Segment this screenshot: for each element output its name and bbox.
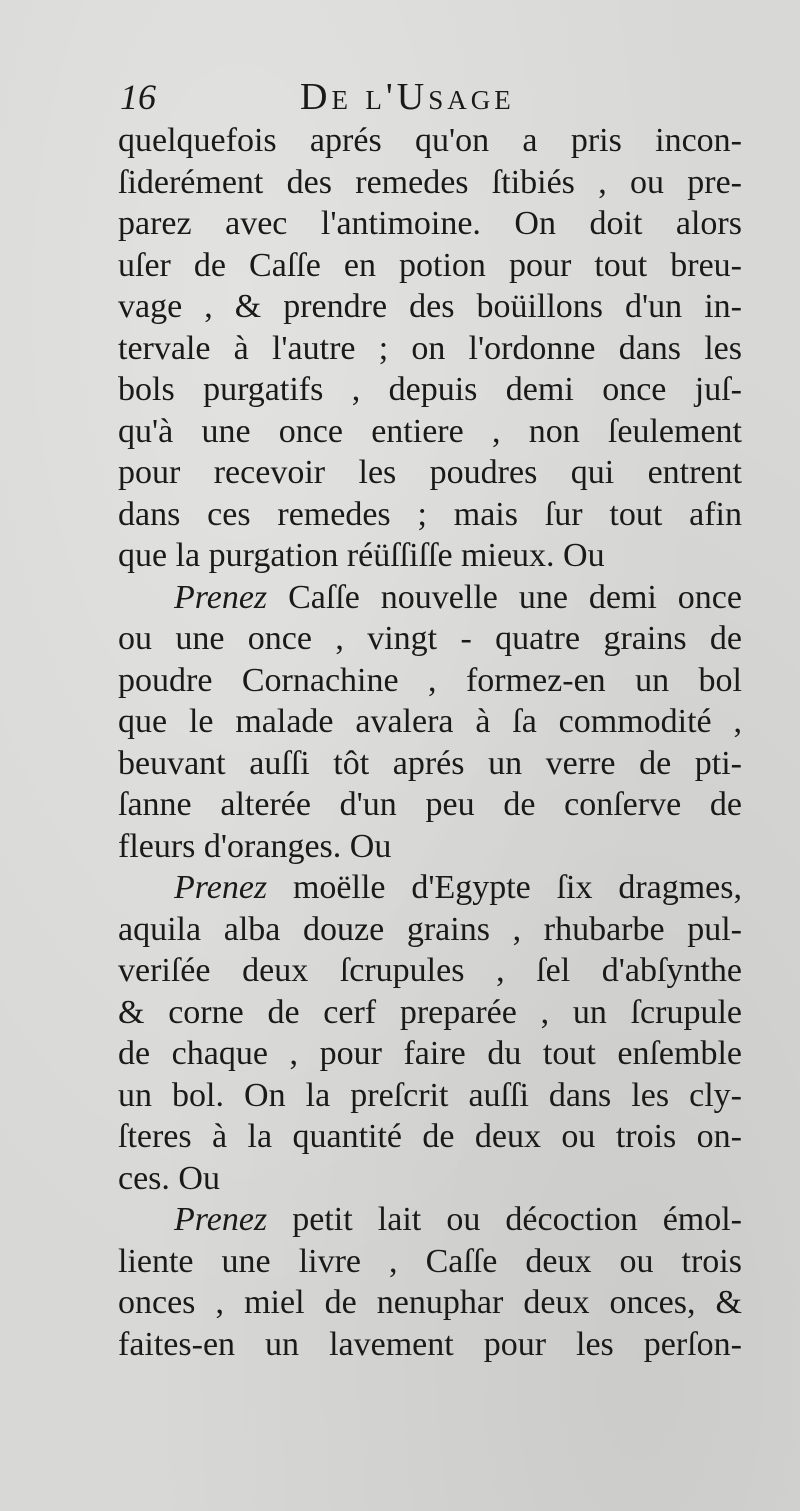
text-line: ſiderément des remedes ſtibiés , ou pre- [118, 163, 742, 201]
text-line: vage , & prendre des boüillons d'un in- [118, 288, 742, 325]
text-line: bols purgatifs , depuis demi once juſ- [118, 371, 742, 408]
text-line: poudre Cornachine , formez-en un bol [118, 661, 742, 699]
text-line: onces , miel de nenuphar deux onces, & [118, 1284, 742, 1321]
text-line: aquila alba douze grains , rhubarbe pul- [118, 910, 742, 948]
text-line: de chaque , pour faire du tout enſemble [118, 1035, 742, 1072]
text-line: ou une once , vingt - quatre grains de [118, 620, 742, 657]
text-line: que le malade avalera à ſa commodité , [118, 703, 742, 740]
text-line: pour recevoir les poudres qui entrent [118, 454, 742, 491]
text-line: ſanne alterée d'un peu de conſerve de [118, 786, 742, 823]
text-line: ſteres à la quantité de deux ou trois on- [118, 1118, 742, 1155]
page-number: 16 [120, 77, 156, 117]
text-line: ces. Ou [118, 1159, 220, 1197]
recipe-2-first-text: moëlle d'Egypte ſix dragmes, [292, 869, 742, 906]
text-line: quelquefois aprés qu'on a pris incon- [118, 122, 742, 159]
text-line: liente une livre , Caſſe deux ou trois [118, 1242, 742, 1280]
running-title: De l'Usage [300, 76, 515, 118]
text-line: beuvant auſſi tôt aprés un verre de pti- [118, 744, 742, 782]
text-line: uſer de Caſſe en potion pour tout breu- [118, 246, 742, 284]
body-text [118, 120, 742, 1365]
text-line: veriſée deux ſcrupules , ſel d'abſynthe [118, 952, 742, 989]
recipe-lead-word: Prenez [174, 1201, 268, 1238]
text-line: qu'à une once entiere , non ſeulement [118, 412, 742, 450]
recipe-2-first-line [118, 867, 742, 909]
text-line: dans ces remedes ; mais ſur tout afin [118, 495, 742, 533]
recipe-3-first-text: petit lait ou décoction émol- [292, 1201, 742, 1238]
recipe-lead-word: Prenez [174, 578, 268, 616]
recipe-3-first-line [118, 1199, 742, 1241]
running-head [120, 72, 580, 122]
text-line: fleurs d'oranges. Ou [118, 827, 392, 865]
recipe-1-first-line [118, 577, 742, 619]
text-line: que la purgation réüſſiſſe mieux. Ou [118, 537, 605, 574]
text-line: faites-en un lavement pour les perſon- [118, 1325, 742, 1363]
text-line: tervale à l'autre ; on l'ordonne dans les [118, 329, 742, 367]
text-line: parez avec l'antimoine. On doit alors [118, 205, 742, 242]
text-line: & corne de cerf preparée , un ſcrupule [118, 993, 742, 1031]
recipe-1-first-text: Caſſe nouvelle une demi once [288, 578, 742, 616]
recipe-lead-word: Prenez [174, 869, 268, 906]
text-line: un bol. On la preſcrit auſſi dans les cly- [118, 1076, 742, 1114]
